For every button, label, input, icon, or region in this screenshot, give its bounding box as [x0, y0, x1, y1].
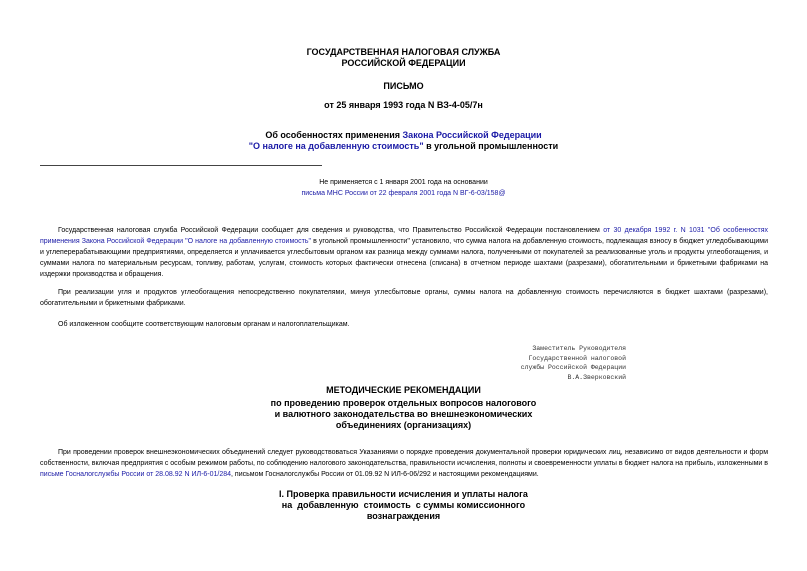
section-heading: [0, 489, 807, 522]
methodology-subtitle-3: объединениях (организациях): [335, 420, 472, 430]
law-name-link[interactable]: "О налоге на добавленную стоимость": [248, 141, 424, 151]
methodology-subtitle-1: по проведению проверок отдельных вопросов налогового: [270, 398, 537, 408]
methodology-text-a: При проведении проверок внешнеэкономических объединений следует руководствоваться Указаниями о порядке проведения документальной проверки юридических лиц, независимо от видов деятельности и форм собственности, включая предприятия с особым режимом работы, по соблюдению налогового законодательства, правильности исчисления, полноты и своевременности уплаты в бюджет налога на прибыль, изложенными в: [40, 449, 768, 467]
methodology-heading: [0, 385, 807, 431]
p1-text-a: Государственная налоговая служба Российской Федерации сообщает для сведения и руководства, что Правительство Российской Федерации постановлением: [58, 227, 604, 234]
paragraph-2: При реализации угля и продуктов углеобогащения непосредственно покупателями, минуя углесбытовые органы, суммы налога на добавленную стоимость перечисляются в бюджет шахтами (разрезами), обогатительными и брикетными фабриками.: [40, 289, 768, 307]
signature-name: В.А.Зверковский: [567, 373, 626, 381]
section-heading-line3: вознаграждения: [366, 511, 441, 521]
divider: [40, 165, 322, 166]
methodology-subtitle-2: и валютного законодательства во внешнеэкономических: [274, 409, 533, 419]
methodology-title: МЕТОДИЧЕСКИЕ РЕКОМЕНДАЦИИ: [326, 385, 481, 395]
methodology-paragraph: [40, 447, 768, 480]
doc-date-number: от 25 января 1993 года N ВЗ-4-05/7н: [324, 100, 483, 110]
section-heading-line1: I. Проверка правильности исчисления и уплаты налога: [279, 489, 528, 499]
status-note-link[interactable]: письма МНС России от 22 февраля 2001 года N ВГ-6-03/158@: [301, 190, 506, 197]
doc-header: [0, 47, 807, 69]
gns-letter-link[interactable]: письме Госналогслужбы России от 28.08.92 N ИЛ-6-01/284: [40, 471, 232, 478]
paragraph-3: Об изложенном сообщите соответствующим налоговым органам и налогоплательщикам.: [58, 321, 350, 328]
org-name-line1: ГОСУДАРСТВЕННАЯ НАЛОГОВАЯ СЛУЖБА: [306, 47, 501, 57]
methodology-text-b: , письмом Госналогслужбы России от 01.09.92 N ИЛ-6-06/292 и настоящими рекомендациями.: [231, 471, 539, 478]
paragraph-1: [40, 225, 768, 280]
decree-link[interactable]: от 30 декабря 1992 г. N 1031 "Об особенностях применения Закона Российской Федерации "О налоге на добавленную стоимость": [40, 227, 768, 245]
p1-text-b: в угольной промышленности" установило, что сумма налога на добавленную стоимость, подлежащая взносу в бюджет угледобывающими и углеперерабатывающими предприятиями, определяется и уплачивается углесбытовым органом как разница между суммами налога, полученными от покупателей за реализованные уголь и продукты углеобогащения, и суммами налога по материальным ресурсам, топливу, работам, услугам, стоимость которых фактически отнесена (списана) в отчетном периоде шахтами (разрезами), обогатительными и брикетными фабриками на издержки производства и обращения.: [40, 238, 768, 278]
title-prefix: Об особенностях применения: [265, 130, 403, 140]
status-note: [0, 177, 807, 199]
section-heading-line2: на добавленную стоимость с суммы комиссионного: [281, 500, 526, 510]
signature-line2: Государственной налоговой: [528, 354, 626, 362]
doc-type: ПИСЬМО: [383, 81, 424, 91]
signature-block: [440, 344, 626, 382]
org-name-line2: РОССИЙСКОЙ ФЕДЕРАЦИИ: [341, 58, 466, 68]
title-suffix: в угольной промышленности: [423, 141, 559, 151]
doc-title: [0, 130, 807, 152]
signature-line1: Заместитель Руководителя: [532, 345, 626, 352]
law-link[interactable]: Закона Российской Федерации: [402, 130, 542, 140]
signature-line3: службы Российской Федерации: [520, 364, 626, 371]
status-note-text: Не применяется с 1 января 2001 года на основании: [319, 179, 488, 186]
